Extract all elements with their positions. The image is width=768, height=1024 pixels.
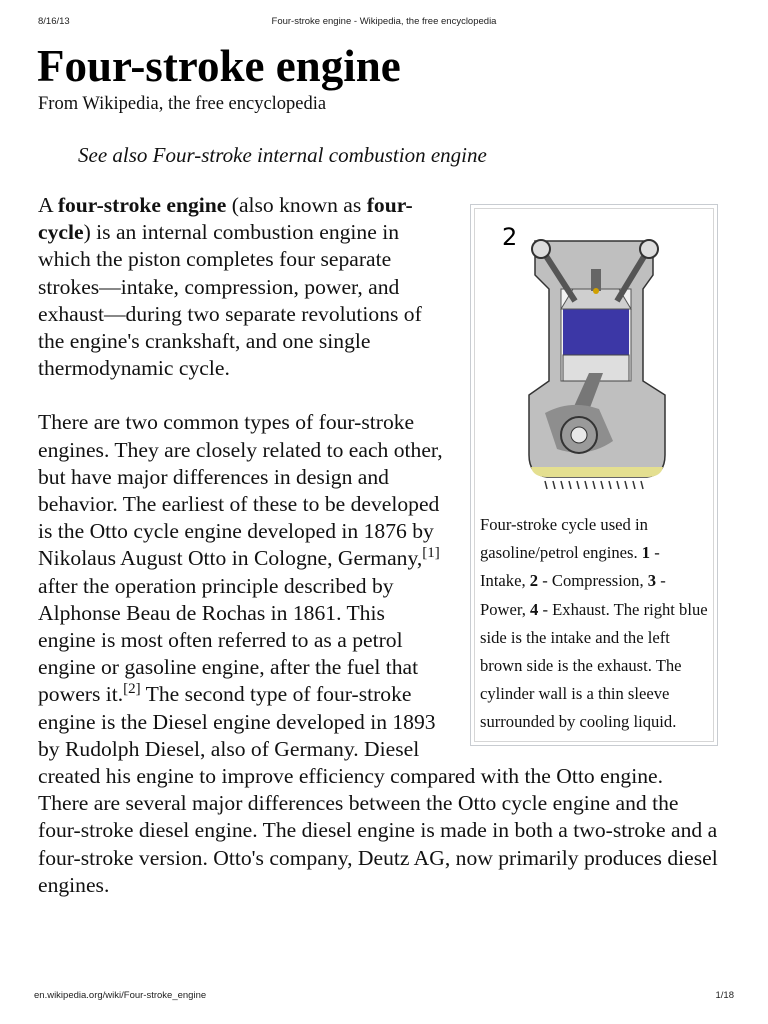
intro-text: ) is an internal combustion engine in which the piston completes four separate strokes—intake, compression, power, and exhaust—during two separate revolutions of the engine's crankshaft, and one single thermodynamic cycle.: [38, 220, 422, 381]
caption-text: Four-stroke cycle used in gasoline/petrol engines.: [480, 515, 648, 563]
crankshaft-journal: [571, 427, 587, 443]
spark-plug: [591, 269, 601, 291]
intake-rocker: [532, 240, 550, 258]
print-footer: [34, 990, 734, 1004]
caption-text: - Exhaust. The right blue side is the intake and the left brown side is the exhaust. The cylinder wall is a thin sleeve surrounded by cooling liquid.: [480, 599, 708, 732]
reference-link[interactable]: [1]: [422, 545, 440, 562]
exhaust-rocker: [640, 240, 658, 258]
reference-link[interactable]: [2]: [123, 681, 141, 698]
engine-figure-box: [470, 204, 718, 746]
bold-term: four-cycle: [38, 193, 413, 245]
sump-drain-ridges: [545, 481, 643, 489]
caption-step-number: 3: [647, 571, 657, 591]
print-date: 8/16/13: [38, 16, 70, 27]
print-header: [38, 16, 730, 30]
types-text: The second type of four-stroke engine is the Diesel engine developed in 1893 by Rudolph Diesel, also of Germany. Diesel created his engine to improve efficiency compared with the Otto engine. There are several major differences between the Otto cycle engine and the four-stroke diesel engine. The diesel engine is made in both a two-stroke and a four-stroke version. Otto's company, Deutz AG, now primarily produces diesel engines.: [38, 682, 718, 897]
frame-number-label: 2: [502, 223, 518, 251]
print-page-title: Four-stroke engine - Wikipedia, the free encyclopedia: [271, 16, 497, 27]
types-text: There are two common types of four-stroke engines. They are closely related to each other, but have major differences in design and behavior. The earliest of these to be developed is the Otto cycle engine developed in 1876 by Nikolaus August Otto in Cologne, Germany,: [38, 410, 443, 571]
oil-sump: [531, 467, 663, 477]
spark-plug-tip: [593, 288, 599, 294]
article-title: Four-stroke engine: [37, 41, 401, 91]
caption-step-number: 2: [529, 571, 539, 591]
caption-step-number: 1: [641, 543, 651, 563]
engine-figure-frame: [474, 208, 714, 742]
intro-text: A: [38, 193, 58, 217]
article-subtitle: From Wikipedia, the free encyclopedia: [38, 94, 327, 114]
types-text: after the operation principle described by Alphonse Beau de Rochas in 1861. This engine is most often referred to as a petrol engine or gasoline engine, after the fuel that powers it.: [38, 573, 419, 707]
bold-term: four-stroke engine: [57, 193, 227, 217]
caption-text: - Intake,: [480, 543, 660, 591]
caption-text: - Compression,: [538, 571, 648, 591]
article-body: [38, 192, 718, 899]
intro-text: (also known as: [226, 193, 367, 217]
caption-step-number: 4: [530, 599, 539, 619]
caption-text: - Power,: [480, 571, 666, 619]
see-also-note[interactable]: See also Four-stroke internal combustion engine: [78, 143, 487, 167]
page-number: 1/18: [715, 990, 734, 1001]
figure-caption: [475, 509, 713, 741]
page-url: en.wikipedia.org/wiki/Four-stroke_engine: [34, 990, 207, 1001]
compressed-charge: [563, 309, 629, 355]
engine-diagram-image[interactable]: [475, 209, 715, 509]
